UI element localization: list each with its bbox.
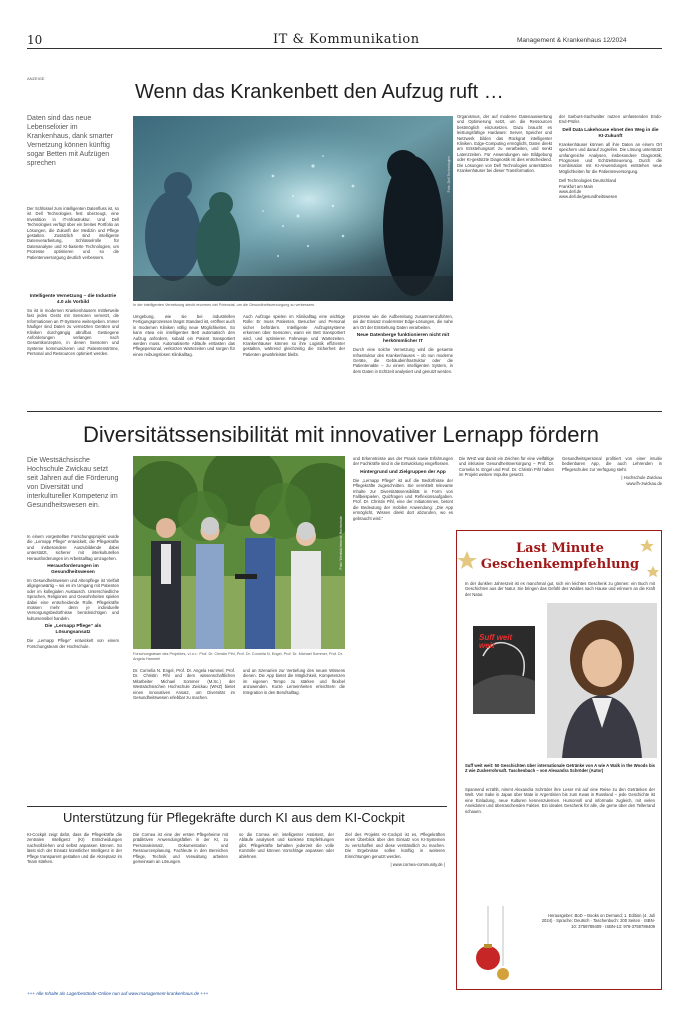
subheading: Hintergrund und Zielgruppen der App [360, 469, 446, 475]
ad-caption: Suff weit weit: 50 Geschichten über internationale Getränke von A wie A Walk in the Woods bis Z wie Zuckerrohrsaft. Taschenbuch – von Alexandra Schröder (Autor) [465, 763, 655, 774]
article-title: Diversitätssensibilität mit innovativer Lernapp fördern [83, 422, 600, 447]
author-portrait [547, 603, 657, 758]
photo-caption: In der intelligenten Vernetzung steckt enormes viel Potenzial, um die Gesundheitsversorgung zu verbessern. [133, 303, 316, 307]
article-column: Auch Aufzüge spielen im Klinikalltag eine wichtige Rolle: Er muss Patienten, Besucher und Personal sicher befördern. Intelligente Aufzugssysteme erkennen über Sensoren, wann ein Bett transportiert wird, und optimieren Fahrwege und Wartezeiten. Krankenhäuser können so ihre Logistik effizienter gestalten, während gleichzeitig die Sicherheit der Patienten gewährleistet bleibt. [243, 314, 345, 357]
article-column: Intelligente Vernetzung – die Industrie 4.0 als Vorbild So ist in modernen Krankenhäusern mittlerweile fast jedes Gerät mit Sensoren vernetzt, die Informationen an IT-Systeme weitergeben. Immer häufiger sind Daten zu vernetzten Geräten und Kliniken durchgängig abrufbar. Gestiegene Anforderungen verlangen nach Gesamtkonzepten, in denen Sensoren und Systeme kommunizieren und Patientenströme, Personal und Ressourcen optimiert werden. [27, 294, 119, 357]
article-column: Die Cornea ist eine der ersten Pflegeheime mit prädiktiven Anwendungsfällen in der KI, zu Personaleinsatz, Dokumentation und Ressourcenplanung. Fachleute in den Bereichen Pflege, Technik und Verwaltung arbeiten gemeinsam an Lösungen. [133, 832, 228, 865]
author-signature: Dell Technologies Deutschland Frankfurt am Main www.dell.de www.dell.de/gesundheitswesen [559, 178, 618, 200]
page-header [0, 0, 689, 50]
footer-link[interactable]: +++ Alle Inhalte als Lagerbestände-Online nun auf www.management-krankenhaus.de +++ [27, 991, 209, 996]
section-divider [27, 411, 662, 412]
ad-intro: In der dunklen Jahreszeit ist es manchmal gut, sich ein leichtes Geschenk zu gönnen: ein Buch mit Geschichten aus der Natur. Sie bringen das Gefühl des Waldes nach Hause und erinnern an die Kraft der Natur. [465, 581, 655, 597]
subheading: Die „Lernapp Pflege“ als Lösungsansatz [44, 624, 102, 636]
article-aufzug [27, 76, 662, 376]
article-photo [133, 116, 453, 301]
ad-details: Herausgeber: BoD – Books on Demand; 1. Edition (4. Juli 2024) · Sprache: Deutsch · Taschenbuch: 200 Seiten · ISBN-10: 3759789409 · ISBN-13: 978-3759789409 [541, 913, 655, 929]
article-ki-cockpit [27, 806, 447, 986]
page-number: 10 [27, 33, 43, 47]
article-column: KI-Cockpit zeigt dafür, dass die Pflegekräfte die zentralen Intelligenz (KI) Entscheidungen nachvollziehen und selbst anpassen können. So lässt sich der Einsatz künstlicher Intelligenz in der Pflege transparent gestalten und die Akzeptanz im Team stärken. [27, 832, 122, 865]
section-divider [27, 806, 447, 807]
article-column: und Erkenntnisse aus der Praxis sowie Erfahrungen der Fachkräfte sind in die Entwicklung eingeflossen. Hintergrund und Zielgruppen der App Die „Lernapp Pflege“ ist auf die Bedürfnisse der Pflegekräfte zugeschnitten. Sie vermittelt relevante Inhalte zur Diversitätssensibilität in Form von Fallbeispielen, Quizfragen und Reflexionsaufgaben. Prof. Dr. Christin Pihl, eine der Initiatorinnen, betont die Bedeutung der mobilen Anwendung: „Die App ermöglicht, Wissen direkt dort abzurufen, wo es gebraucht wird.“ [353, 456, 453, 521]
article-title: Wenn das Krankenbett den Aufzug ruft … [135, 81, 504, 103]
photo-caption: Forschungsteam des Projektes, v.l.n.r.: Prof. Dr. Christin Pihl, Prof. Dr. Cornelia N. Engel, Prof. Dr. Michael Sommer, Prof. Dr. Angela Hammel [133, 652, 343, 661]
article-column: Der Schlüssel zum intelligenten Datenfluss ist, so ist Dell Technologies fest überzeugt, eine Investition in IT-Infrastruktur. Und Dell Technologies verfügt über ein breites Portfolio an Lösungen, die Zukunft der Medizin und Pflege gestalten. Zusätzlich sind intelligente Datenverarbeitung, Schlüsselrolle für Datenanalyse und KI-basierte Technologien, um Prozesse optimieren und so die Patientenversorgung deutlich verbessern. [27, 206, 119, 260]
article-column: der Sarburs-Sachwalter nutzen umfassenden Endo-End-Prüfer. Dell Data Lakehouse ebnet den Weg in die KI-Zukunft Krankenhäuser können all ihre Daten an einem Ort speichern und darauf zugreifen. Die Lösung unterstützt umfangreiche Analysen, insbesondere Diagnostik, Prognosen und Echtzeitsteuerung. Durch die Kombination mit KI-Anwendungen entstehen neue Möglichkeiten für die Patientenversorgung. Dell Technologies Deutschland Frankfurt am Main www.dell.de www.dell.de/gesundheitswesen [559, 114, 662, 200]
publication-name: Management & Krankenhaus 12/2024 [517, 37, 627, 44]
article-column: Ziel des Projekts KI-Cockpit ist es, Pflegekräften einen Überblick über den Einsatz von KI-Systemen zu verschaffen und diese verständlich zu machen. Die Ergebnisse sollen künftig in weiteren Einrichtungen genutzt werden. | www.cornea-community.de | [345, 832, 445, 868]
article-lead: Die Westsächsische Hochschule Zwickau setzt seit Jahren auf die Förderung von Diversität und interkultureller Kompetenz im Gesundheitswesen ein. [27, 457, 119, 509]
article-kicker: ANZEIGE [27, 76, 45, 81]
article-column: prozesse wie die Aufbereitung zusammenzuführen, sei der Einsatz modernster Edge-Lösungen, die nahe am Ort der Entstehung Daten verarbeiten. Neue Datenberge funktionieren nicht mit herkömmlicher IT Durch eine solche Vernetzung wird die gesamte Infrastruktur des Krankenhauses – ob nun moderne Geräte, die Gebäudeinfrastruktur oder die Patientenakte – zu einem intelligenten System, in dem Daten in Echtzeit analysiert und genutzt werden. [353, 314, 453, 374]
article-lead: Daten sind das neue Lebenselixier im Krankenhaus, dank smarter Vernetzung können künftig sogar Betten mit Aufzügen sprechen [27, 115, 113, 167]
author-signature: | www.cornea-community.de | [390, 862, 445, 868]
article-column: Umgebung, wie sie bei industriellen Fertigungsprozessen längst Standard ist, eröffnet auch in modernen Kliniken völlig neue Möglichkeiten. So kann etwa ein intelligentes Bett automatisch den Aufzug anfordern, sobald ein Patient transportiert werden muss. Automatisierte Abläufe entlasten das Pflegepersonal, verkürzen Wartezeiten und sorgen für einen reibungslosen Klinikalltag. [133, 314, 235, 357]
article-column: In einem vorgestellten Forschungsprojekt wurde die „Lernapp Pflege“ entwickelt, die Pflegekräfte und insbesondere Auszubildende dabei unterstützt, sicherer mit interkulturellen Herausforderungen im Arbeitsalltag umzugehen. Herausforderungen im Gesundheitswesen Im Gesundheitswesen und Altenpflege ist Vielfalt allgegenwärtig – sei es im Umgang mit Patienten oder im kollegialen Austausch. Unterschiedliche Sprachen, Religionen und Gewohnheiten spielen dabei eine entscheidende Rolle. Pflegekräfte müssen mehr denn je individuelle Versorgungsbedürfnisse berücksichtigen und kultursensibel handeln. Die „Lernapp Pflege“ als Lösungsansatz Die „Lernapp Pflege“ entwickelt von einem Forschungsteam der Hochschule. [27, 534, 119, 649]
header-rule [27, 48, 662, 49]
article-column: und an Szenarien zur Vertiefung des neuen Wissens dienen. Die App bietet die Möglichkeit, Kompetenzen im eigenen Tempo zu stärken und flexibel anzuwenden. Kurze Lerneinheiten erleichtern die Integration in den Berufsalltag. [243, 668, 345, 695]
subheading: Herausforderungen im Gesundheitswesen [47, 564, 99, 576]
article-photo [133, 456, 345, 649]
book-cover [473, 626, 535, 714]
author-signature: | Hochschule Zwickau www.fh-zwickau.de [621, 475, 662, 486]
subheading: Neue Datenberge funktionieren nicht mit herkömmlicher IT [356, 333, 450, 345]
article-column: Dr. Cornelia N. Engel, Prof. Dr. Angela Hammel, Prof. Dr. Christin Pihl und dem wissenschaftlichen Mitarbeiter Michael Sommer (M.Sc.) der Westsächsischen Hochschule Zwickau (WHZ) bietet einen innovativen Ansatz, um Diversität im Gesundheitswesen erlebbar zu machen. [133, 668, 235, 701]
page-footer [27, 991, 662, 1001]
subheading: Dell Data Lakehouse ebnet den Weg in die KI-Zukunft [562, 127, 659, 139]
article-column: Gesundheitspersonal profitiert von einer intuitiv bedienbaren App, die auch Lehrenden in Pflegeschulen zur Verfügung steht. | Hochschule Zwickau www.fh-zwickau.de [562, 456, 662, 486]
subheading: Intelligente Vernetzung – die Industrie 4.0 als Vorbild [29, 294, 117, 305]
ad-title-line2: Geschenkempfehlung [480, 557, 640, 572]
ad-body: Spannend erzählt, nimmt Alexandra Schröder ihre Leser mit auf eine Reise zu den Getränken der Welt. Von Sake in Japan über Mate in Argentinien bis zum Kwas in Russland – jede Geschichte ist eine Einladung, neue Kulturen kennenzulernen. Humorvoll und informativ zugleich, mit vielen Anekdoten und überraschenden Fakten. Ein ideales Geschenk für alle, die gerne über den Tellerrand schauen. [465, 787, 655, 814]
article-column: Organismus, der auf moderne Datenauswertung und Optimierung setzt, um die Ressourcen bestmöglich einzusetzen. Dazu braucht es leistungsfähige Hardware: Server, Speicher und Netzwerk bilden das Rückgrat intelligenter Kliniken. Edge-Computing ermöglicht, Daten direkt am Entstehungsort zu verarbeiten, und senkt Latenzzeiten. Für Anwendungen wie Bildgebung oder KI-gestützte Diagnostik ist dies entscheidend. Die Lösungen von Dell Technologies unterstützen Krankenhäuser bei dieser Transformation. [457, 114, 552, 174]
photo-credit: Foto: Dell Technologies [447, 156, 451, 193]
photo-credit: Foto: Westsächsische Hochschule [339, 516, 343, 570]
book-title: Suff weit weit [479, 633, 513, 650]
section-title: IT & Kommunikation [273, 32, 420, 47]
article-column: so die Cornea ein intelligenter Assistent, der Abläufe analysiert und konkrete Empfehlungen gibt. Pflegekräfte behalten jederzeit die volle Kontrolle und können Vorschläge anpassen oder ablehnen. [239, 832, 334, 859]
article-column: Die WHZ war damit ein Zeichen für eine vielfältige und inklusive Gesundheitsversorgung – Prof. Dr. Cornelia N. Engel und Prof. Dr. Christin Pihl haben im Projekt weitere Impulse gesetzt. [459, 456, 554, 478]
gift-recommendation-ad [456, 530, 662, 990]
ad-title-line1: Last Minute [516, 541, 604, 556]
article-title: Unterstützung für Pflegekräfte durch KI aus dem KI-Cockpit [63, 810, 405, 825]
